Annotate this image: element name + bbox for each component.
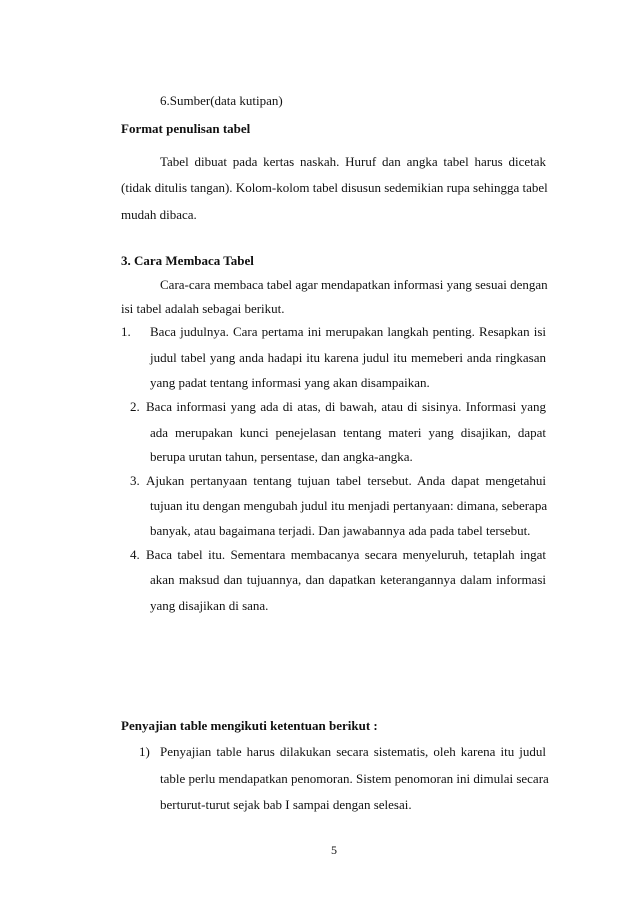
list-item-line: berupa urutan tahun, persentase, dan angka-angka. [150, 449, 413, 464]
list-number: 3. [130, 473, 140, 488]
list-item-line: akan maksud dan tujuannya, dan dapatkan keterangannya dalam informasi [150, 572, 546, 587]
list-item-line: yang disajikan di sana. [150, 598, 269, 613]
list-item-line: tujuan itu dengan mengubah judul itu menjadi pertanyaan: dimana, seberapa [150, 498, 548, 513]
page-number: 5 [331, 843, 337, 857]
list-number: 2. [130, 399, 140, 414]
section-intro-line: Cara-cara membaca tabel agar mendapatkan informasi yang sesuai dengan [160, 277, 548, 292]
section-intro-line: isi tabel adalah sebagai berikut. [121, 301, 285, 316]
list-number: 4. [130, 547, 140, 562]
list-number: 1) [139, 744, 150, 759]
list-item-line: yang padat tentang informasi yang akan disampaikan. [150, 375, 430, 390]
list-number: 1. [121, 324, 131, 339]
presentation-heading: Penyajian table mengikuti ketentuan berikut : [121, 718, 378, 733]
list-item-line: berturut-turut sejak bab I sampai dengan selesai. [160, 797, 412, 812]
format-paragraph-line: mudah dibaca. [121, 207, 197, 222]
list-item-line: banyak, atau bagaimana terjadi. Dan jawabannya ada pada tabel tersebut. [150, 523, 531, 538]
format-paragraph-line: Tabel dibuat pada kertas naskah. Huruf dan angka tabel harus dicetak [160, 154, 546, 169]
list-item-line: Ajukan pertanyaan tentang tujuan tabel tersebut. Anda dapat mengetahui [146, 473, 546, 488]
list-item-line: judul tabel yang anda hadapi itu karena judul itu memeberi anda ringkasan [150, 350, 546, 365]
section-heading: 3. Cara Membaca Tabel [121, 253, 254, 268]
list-item-line: ada merupakan kunci penejelasan tentang materi yang disajikan, dapat [150, 425, 546, 440]
list-item-line: Baca tabel itu. Sementara membacanya secara menyeluruh, tetaplah ingat [146, 547, 546, 562]
list-item-sumber: 6.Sumber(data kutipan) [160, 93, 283, 108]
format-paragraph-line: (tidak ditulis tangan). Kolom-kolom tabel disusun sedemikian rupa sehingga tabel [121, 180, 548, 195]
list-item-line: table perlu mendapatkan penomoran. Sistem penomoran ini dimulai secara [160, 771, 549, 786]
list-item-line: Baca judulnya. Cara pertama ini merupakan langkah penting. Resapkan isi [150, 324, 546, 339]
list-item-line: Penyajian table harus dilakukan secara sistematis, oleh karena itu judul [160, 744, 546, 759]
format-heading: Format penulisan tabel [121, 121, 251, 136]
list-item-line: Baca informasi yang ada di atas, di bawah, atau di sisinya. Informasi yang [146, 399, 546, 414]
